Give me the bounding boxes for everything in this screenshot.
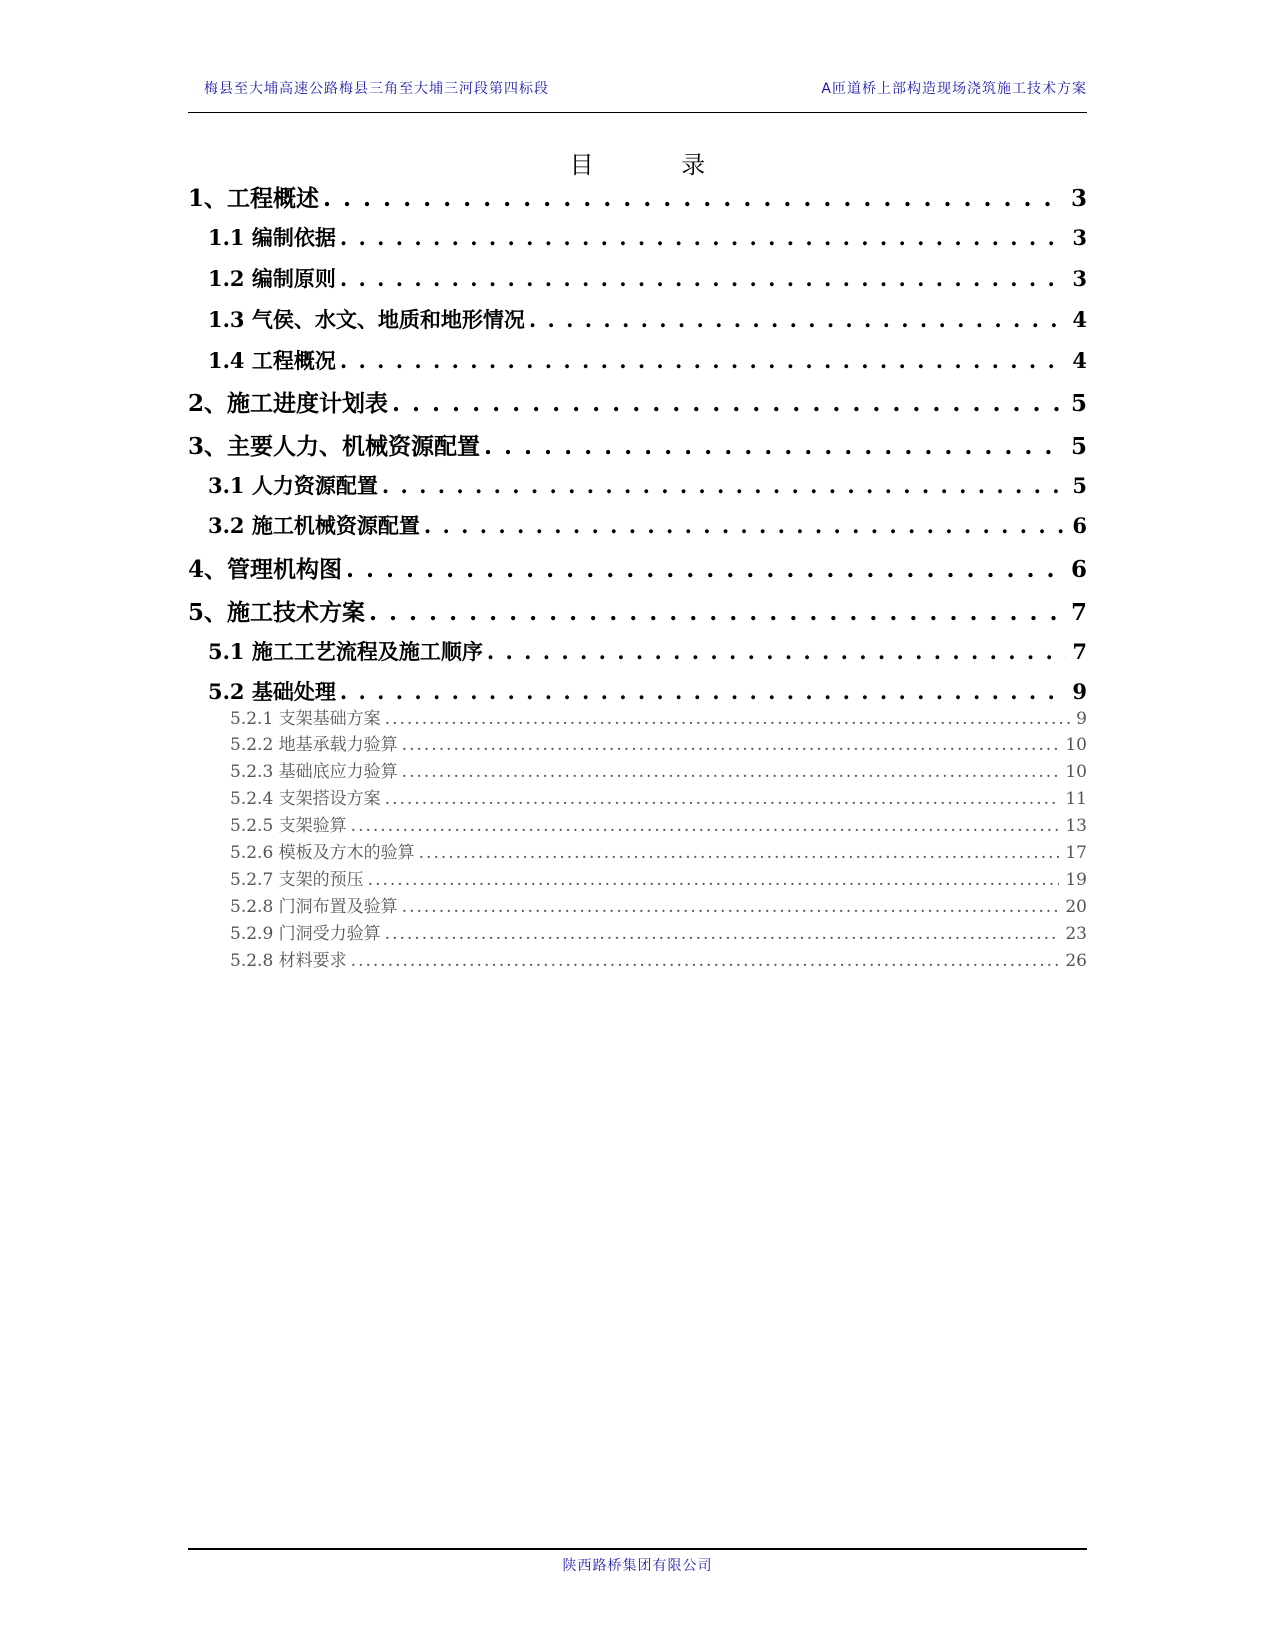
- leader-dots: [340, 679, 1067, 704]
- toc-entry[interactable]: [188, 594, 1087, 627]
- toc-entry[interactable]: [208, 470, 1087, 500]
- leader-dots: [402, 735, 1060, 755]
- toc-entry-page: 3: [1070, 185, 1087, 212]
- leader-dots: [402, 897, 1060, 917]
- toc-entry-page: 4: [1072, 348, 1087, 373]
- toc-entry-page: 3: [1072, 266, 1087, 291]
- toc-entry[interactable]: [230, 946, 1087, 971]
- toc-entry-page: 17: [1065, 843, 1087, 863]
- toc-entry[interactable]: [208, 263, 1087, 293]
- toc-entry-label: 3、主要人力、机械资源配置: [188, 433, 481, 460]
- toc-entry-page: 11: [1065, 789, 1087, 809]
- toc-entry-label: 1.4 工程概况: [208, 348, 336, 373]
- toc-entry[interactable]: [230, 784, 1087, 809]
- leader-dots: [369, 599, 1065, 626]
- leader-dots: [346, 556, 1065, 583]
- toc-entry-label: 5.2.9 门洞受力验算: [230, 924, 381, 944]
- toc-entry[interactable]: [208, 510, 1087, 540]
- leader-dots: [340, 266, 1067, 291]
- leader-dots: [529, 307, 1067, 332]
- toc-entry-page: 5: [1070, 433, 1087, 460]
- toc-entry[interactable]: [188, 180, 1087, 213]
- toc-entry-label: 5.1 施工工艺流程及施工顺序: [208, 639, 483, 664]
- leader-dots: [382, 473, 1067, 498]
- leader-dots: [351, 816, 1060, 836]
- toc-entry-label: 3.1 人力资源配置: [208, 473, 378, 498]
- toc-entry[interactable]: [208, 636, 1087, 666]
- toc-entry[interactable]: [230, 865, 1087, 890]
- toc-entry-page: 26: [1065, 951, 1087, 971]
- toc-entry-page: 7: [1072, 639, 1087, 664]
- leader-dots: [368, 870, 1060, 890]
- toc-entry[interactable]: [208, 676, 1087, 706]
- toc-entry-label: 1、工程概述: [188, 185, 320, 212]
- toc-entry-label: 5.2.8 材料要求: [230, 951, 347, 971]
- toc-entry-label: 5.2.7 支架的预压: [230, 870, 364, 890]
- leader-dots: [487, 639, 1067, 664]
- leader-dots: [402, 762, 1060, 782]
- leader-dots: [323, 185, 1065, 212]
- toc-entry[interactable]: [230, 704, 1087, 729]
- toc-entry-page: 19: [1065, 870, 1087, 890]
- toc-entry-label: 1.1 编制依据: [208, 225, 336, 250]
- toc-entry-label: 3.2 施工机械资源配置: [208, 513, 420, 538]
- toc-entry-label: 4、管理机构图: [188, 556, 343, 583]
- toc-entry-page: 5: [1072, 473, 1087, 498]
- leader-dots: [484, 433, 1065, 460]
- toc-entry[interactable]: [188, 385, 1087, 418]
- leader-dots: [351, 951, 1060, 971]
- toc-entry-label: 5.2.5 支架验算: [230, 816, 347, 836]
- leader-dots: [340, 225, 1067, 250]
- leader-dots: [340, 348, 1067, 373]
- toc-entry-label: 2、施工进度计划表: [188, 390, 389, 417]
- toc-entry-page: 9: [1072, 679, 1087, 704]
- toc-entry-page: 7: [1070, 599, 1087, 626]
- toc-entry-label: 5.2.6 模板及方木的验算: [230, 843, 415, 863]
- leader-dots: [392, 390, 1065, 417]
- leader-dots: [385, 924, 1060, 944]
- header-document-title: A匝道桥上部构造现场浇筑施工技术方案: [821, 81, 1087, 97]
- toc-entry[interactable]: [208, 222, 1087, 252]
- leader-dots: [419, 843, 1060, 863]
- toc-entry-page: 6: [1072, 513, 1087, 538]
- toc-entry[interactable]: [230, 757, 1087, 782]
- footer-company-name: 陕西路桥集团有限公司: [562, 1558, 713, 1574]
- toc-entry-page: 10: [1065, 762, 1087, 782]
- toc-entry-label: 5.2.1 支架基础方案: [230, 709, 381, 729]
- toc-entry[interactable]: [230, 892, 1087, 917]
- toc-entry-label: 5.2 基础处理: [208, 679, 336, 704]
- toc-entry-page: 23: [1065, 924, 1087, 944]
- toc-entry-page: 13: [1065, 816, 1087, 836]
- toc-entry-page: 9: [1076, 709, 1087, 729]
- toc-entry[interactable]: [188, 551, 1087, 584]
- toc-entry-page: 3: [1072, 225, 1087, 250]
- toc-entry-label: 1.2 编制原则: [208, 266, 336, 291]
- toc-entry[interactable]: [208, 304, 1087, 334]
- toc-entry-label: 5、施工技术方案: [188, 599, 366, 626]
- toc-entry-page: 20: [1065, 897, 1087, 917]
- toc-entry[interactable]: [230, 919, 1087, 944]
- toc-title: 目 录: [569, 151, 746, 179]
- toc-entry[interactable]: [188, 428, 1087, 461]
- toc-entry-page: 10: [1065, 735, 1087, 755]
- toc-entry[interactable]: [230, 730, 1087, 755]
- toc-entry-page: 5: [1070, 390, 1087, 417]
- footer-divider: [188, 1548, 1087, 1550]
- toc-entry[interactable]: [230, 838, 1087, 863]
- header-project-name: 梅县至大埔高速公路梅县三角至大埔三河段第四标段: [204, 81, 549, 97]
- toc-entry-label: 5.2.8 门洞布置及验算: [230, 897, 398, 917]
- leader-dots: [424, 513, 1067, 538]
- toc-entry[interactable]: [230, 811, 1087, 836]
- toc-entry[interactable]: [208, 345, 1087, 375]
- leader-dots: [385, 789, 1060, 809]
- toc-entry-label: 5.2.2 地基承载力验算: [230, 735, 398, 755]
- toc-entry-label: 5.2.3 基础底应力验算: [230, 762, 398, 782]
- leader-dots: [385, 709, 1071, 729]
- toc-entry-page: 6: [1070, 556, 1087, 583]
- header-divider: [188, 112, 1087, 113]
- toc-entry-label: 1.3 气侯、水文、地质和地形情况: [208, 307, 525, 332]
- toc-entry-page: 4: [1072, 307, 1087, 332]
- toc-entry-label: 5.2.4 支架搭设方案: [230, 789, 381, 809]
